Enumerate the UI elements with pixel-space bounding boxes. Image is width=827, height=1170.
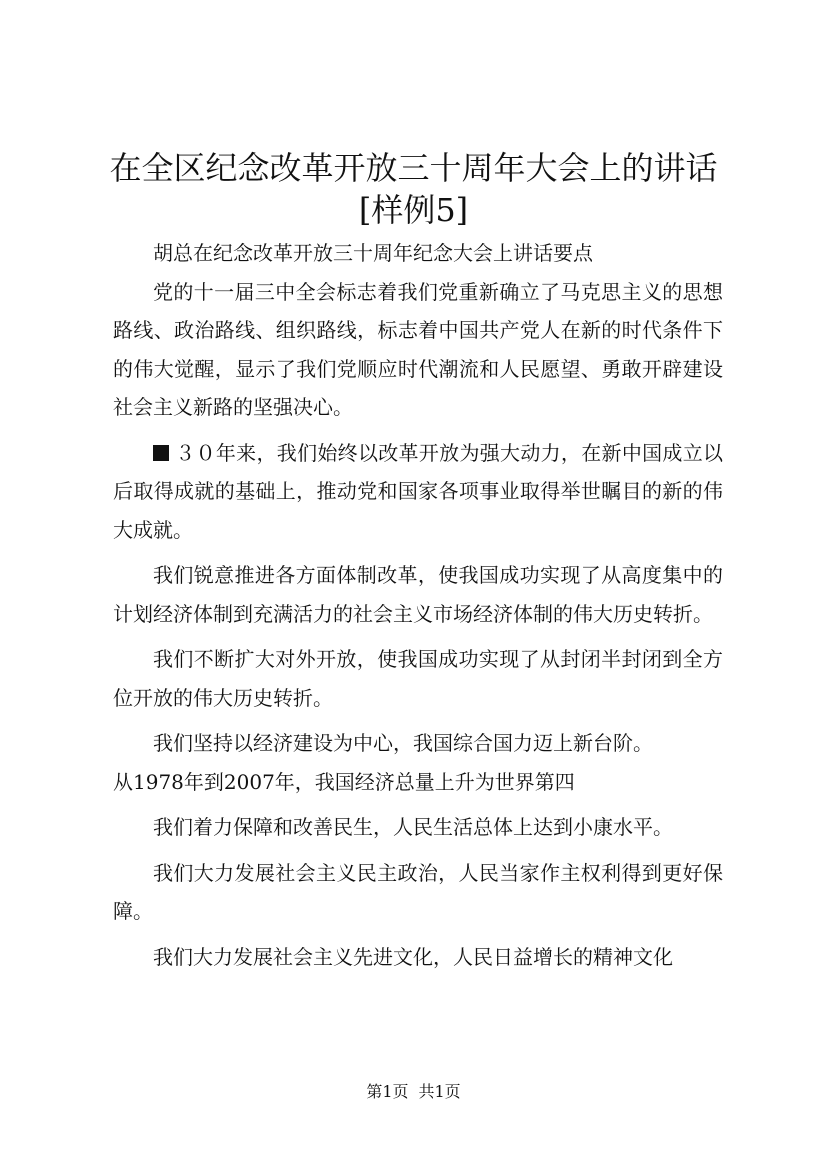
document-body (113, 234, 723, 976)
subtitle-paragraph: 胡总在纪念改革开放三十周年纪念大会上讲话要点 (153, 241, 593, 265)
paragraph-5: 我们坚持以经济建设为中心，我国综合国力迈上新台阶。 (153, 731, 653, 755)
square-bullet-icon (153, 445, 169, 461)
paragraph-6: 从1978年到2007年，我国经济总量上升为世界第四 (113, 769, 575, 794)
paragraph-2 (113, 434, 723, 550)
document-title: 在全区纪念改革开放三十周年大会上的讲话 (109, 149, 718, 187)
paragraph-2-text: ３０年来，我们始终以改革开放为强大动力，在新中国成立以后取得成就的基础上，推动党和国家各项事业取得举世瞩目的新的伟大成就。 (113, 440, 723, 542)
page-number: 第1页 (366, 1082, 409, 1101)
paragraph-9: 我们大力发展社会主义先进文化，人民日益增长的精神文化 (153, 944, 673, 969)
paragraph-8: 我们大力发展社会主义民主政治，人民当家作主权利得到更好保障。 (113, 860, 723, 923)
paragraph-3: 我们锐意推进各方面体制改革，使我国成功实现了从高度集中的计划经济体制到充满活力的社会主义市场经济体制的伟大历史转折。 (113, 563, 723, 626)
document-title-sample-tag: [样例5] (358, 191, 469, 229)
paragraph-1: 党的十一届三中全会标志着我们党重新确立了马克思主义的思想路线、政治路线、组织路线，标志着中国共产党人在新的时代条件下的伟大觉醒，显示了我们党顺应时代潮流和人民愿望、勇敢开辟建设社会主义新路的坚强决心。 (113, 279, 723, 419)
paragraph-7: 我们着力保障和改善民生，人民生活总体上达到小康水平。 (153, 815, 673, 839)
page-total: 共1页 (418, 1082, 461, 1101)
page-footer (0, 1082, 827, 1102)
paragraph-4: 我们不断扩大对外开放，使我国成功实现了从封闭半封闭到全方位开放的伟大历史转折。 (113, 647, 723, 710)
